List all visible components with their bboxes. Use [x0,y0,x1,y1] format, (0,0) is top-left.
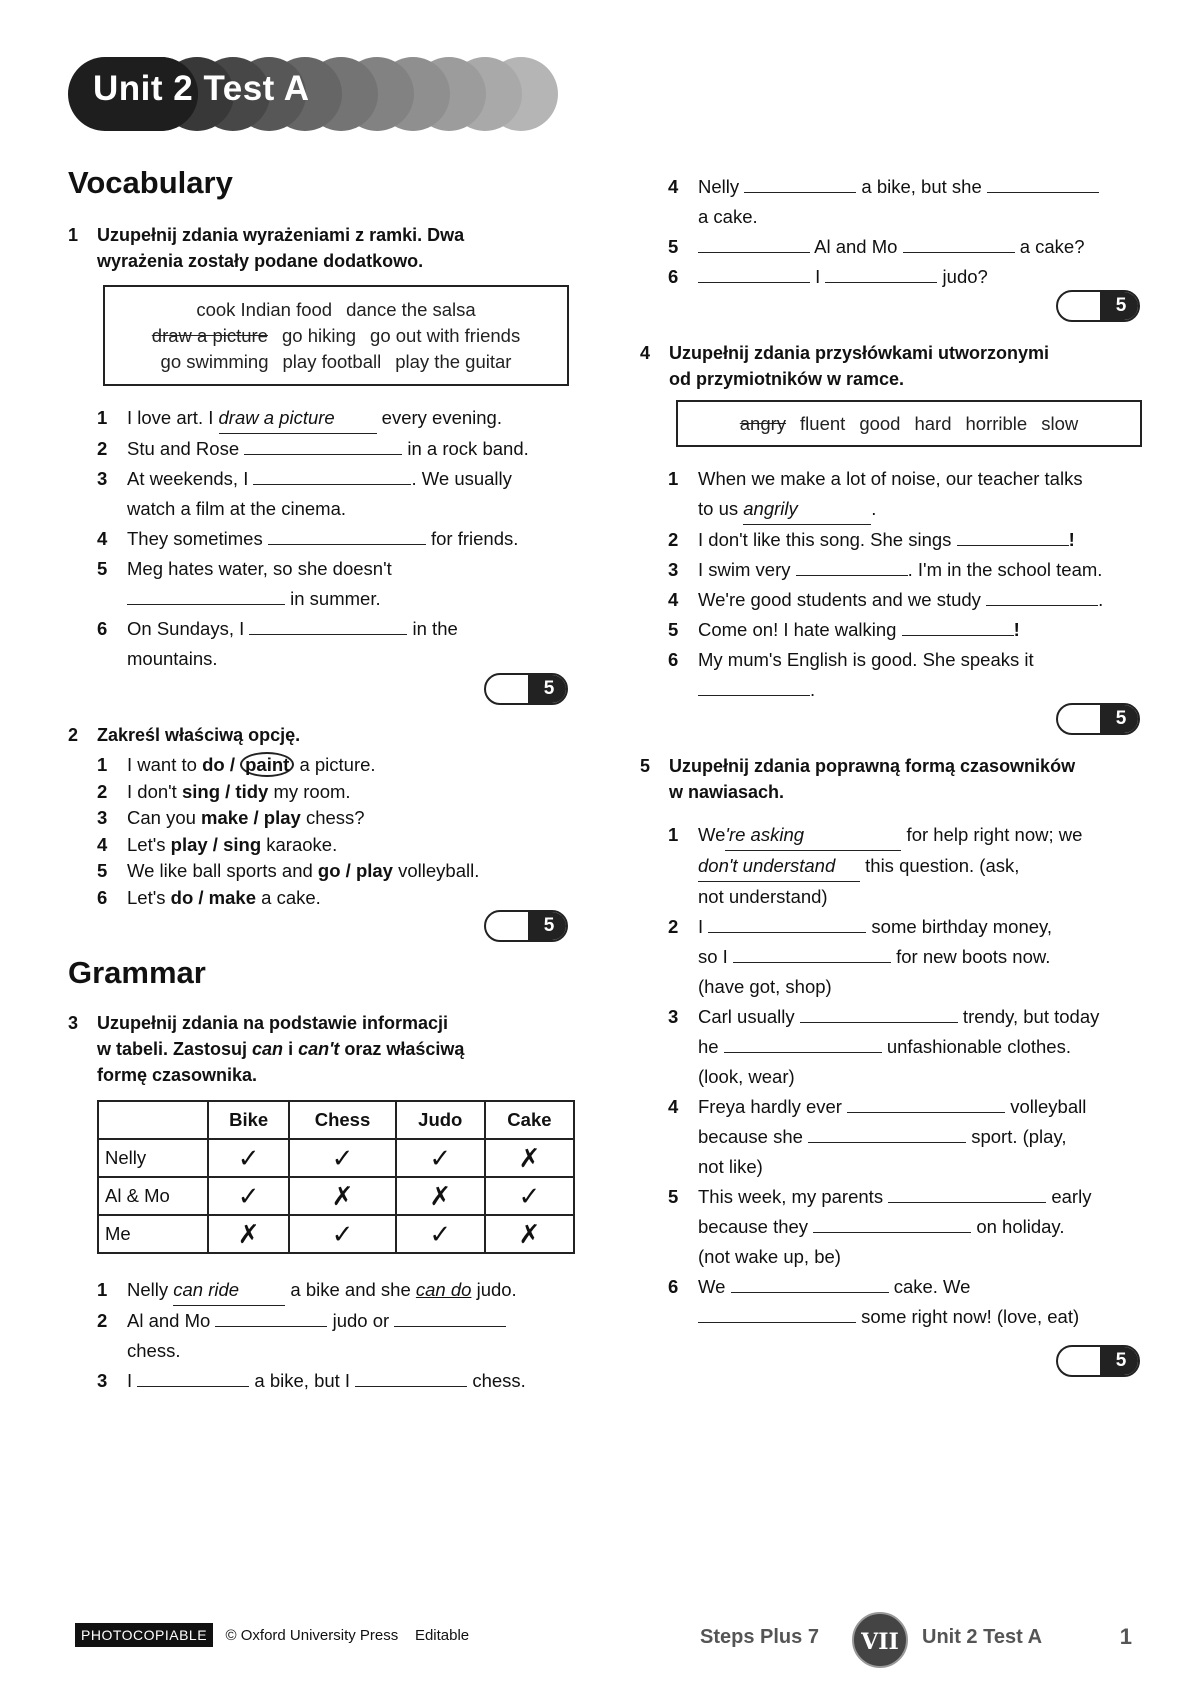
score-box: 5 [1056,703,1140,735]
answer-gap[interactable] [987,172,1099,193]
table-row: Nelly ✓ ✓ ✓ ✗ [98,1139,574,1177]
list-item: 3 I swim very . I'm in the school team. [668,555,1158,585]
table-row: Al & Mo ✓ ✗ ✗ ✓ [98,1177,574,1215]
answer-gap[interactable] [800,1002,958,1023]
page-title: Unit 2 Test A [93,69,310,108]
list-item: 5 Come on! I hate walking ! [668,615,1158,645]
list-item: 6 I judo? [668,262,1148,292]
answer-gap[interactable] [253,464,411,485]
list-item: 2 Al and Mo judo or chess. [97,1306,577,1366]
list-item: 6 We cake. We some right now! (love, eat) [668,1272,1168,1332]
list-item: 1 When we make a lot of noise, our teacher talks to us angrily . [668,464,1158,525]
vocabulary-heading: Vocabulary [68,165,233,200]
level-badge-icon: VII [852,1612,908,1668]
task-1-items [97,403,577,674]
list-item: 5 Meg hates water, so she doesn't in summer. [97,558,392,609]
list-item: 1 I want to do / paint a picture. [97,754,376,775]
answer-gap[interactable] [355,1366,467,1387]
book-title: Steps Plus 7 [700,1626,819,1648]
ability-table: Bike Chess Judo Cake Nelly ✓ ✓ ✓ ✗ Al & Mo ✓ ✗ ✗ ✓ Me ✗ ✓ ✓ ✗ [97,1100,575,1254]
score-box: 5 [1056,290,1140,322]
task-3-items-left [97,1275,577,1396]
answer-gap[interactable] [888,1182,1046,1203]
list-item: 2 Stu and Rose in a rock band. [97,434,577,464]
footer-left [75,1623,469,1647]
list-item: 4 Let's play / sing karaoke. [97,833,338,855]
answer-gap[interactable] [731,1272,889,1293]
list-item: 1 I love art. I draw a picture every evening. [97,403,577,434]
list-item: 4 Nelly a bike, but she a cake. [668,172,1148,232]
list-item: 5 We like ball sports and go / play volleyball. [97,860,480,881]
answer-gap[interactable] [813,1212,971,1233]
answer-gap[interactable] [708,912,866,933]
answer-gap[interactable] [796,555,908,576]
list-item: 1 We're asking for help right now; we don't understand this question. (ask, not understand) [668,820,1168,912]
answer-gap[interactable] [215,1306,327,1327]
answer-gap[interactable] [394,1306,506,1327]
answer-gap[interactable] [808,1122,966,1143]
list-item: 3 Carl usually trendy, but today he unfashionable clothes. (look, wear) [668,1002,1168,1092]
list-item: 6 On Sundays, I in the mountains. [97,614,577,674]
photocopiable-tag: PHOTOCOPIABLE [75,1623,213,1647]
list-item: 3 I a bike, but I chess. [97,1366,577,1396]
list-item: 3 Can you make / play chess? [97,807,365,828]
list-item: 4 They sometimes for friends. [97,524,577,554]
page-number: 1 [1119,1624,1132,1649]
answer-gap[interactable] [127,584,285,605]
answer-gap[interactable] [698,232,810,253]
answer-gap[interactable] [733,942,891,963]
task-2-items [97,752,577,911]
score-box: 5 [484,910,568,942]
answer-gap[interactable] [847,1092,1005,1113]
list-item: 3 At weekends, I . We usually watch a film at the cinema. [97,464,577,524]
answer-gap[interactable] [249,614,407,635]
answer-gap[interactable] [825,262,937,283]
answer-gap[interactable] [986,585,1098,606]
task-3-items-right [668,172,1148,292]
answer-gap[interactable] [957,525,1069,546]
list-item: 4 Freya hardly ever volleyball because she sport. (play, not like) [668,1092,1168,1182]
list-item: 5 This week, my parents early because they on holiday. (not wake up, be) [668,1182,1168,1272]
answer-gap[interactable] [698,1302,856,1323]
footer-unit: Unit 2 Test A [922,1626,1043,1648]
copyright-text: © Oxford University Press Editable [225,1627,470,1645]
task-5-items [668,820,1168,1332]
footer-right [700,1612,1140,1662]
list-item: 1 Nelly can ride a bike and she can do judo. [97,1275,577,1306]
title-banner [68,57,558,131]
table-row: Me ✗ ✓ ✓ ✗ [98,1215,574,1253]
task-4-items [668,464,1158,705]
list-item: 5 Al and Mo a cake? [668,232,1148,262]
list-item: 6 My mum's English is good. She speaks it . [668,649,1034,700]
list-item: 6 Let's do / make a cake. [97,886,321,908]
task-1-word-box: cook Indian food dance the salsa draw a picture go hiking go out with friends go swimming play football play the guitar [103,285,569,386]
grammar-heading: Grammar [68,955,206,990]
task-4-word-box: angry fluent good hard horrible slow [676,400,1142,447]
answer-gap[interactable] [137,1366,249,1387]
answer-gap[interactable] [903,232,1015,253]
list-item: 4 We're good students and we study . [668,585,1158,615]
answer-gap[interactable] [744,172,856,193]
answer-gap[interactable] [268,524,426,545]
answer-gap[interactable] [698,675,810,696]
test-page: Unit 2 Test A Vocabulary 1 Uzupełnij zdania wyrażeniami z ramki. Dwa wyrażenia zostały podane dodatkowo. cook Indian food dance the salsa draw a picture go hiking go out with friends go swimming play football play the guitar 1 I love art. I draw a picture every evening. 2 Stu and Rose in a rock band. 3 At weekends, I . We usually watch a film at the cinema. 4 They sometimes for friends. 5 Meg hates water, so she doesn't in summer. 6 On Sundays, I in the mountains. 5 2 Zakreśl właściwą opcję. 1 I want to do / paint a picture. 2 I don't sing / tidy my room. 3 Can you make / play chess? 4 Let's play / sing karaoke. 5 We like ball sports and go / play volleyball. 6 Let's do / make a cake. 5 Grammar 3 Uzupełnij zdania na podstawie informacji w tabeli. Zastosuj can i can't oraz właściwą formę czasownika. Bike Chess Judo Cake Nelly ✓ ✓ ✓ ✗ Al & Mo ✓ ✗ ✗ ✓ Me ✗ ✓ ✓ ✗ 1 Nelly can ride a bike and she can do judo. 2 Al and Mo judo or chess. 3 I a bike, but I chess. 4 Nelly a bike, but she a cake. 5 Al and Mo a cake? 6 I judo? 5 4 Uzupełnij zdania przysłówkami utworzonymi od przymiotników w ramce. angry fluent good hard horrible slow 1 When we make a lot of noise, our teacher talks to us angrily . 2 I don't like this song. She sings ! 3 I swim very . I'm in the school team. 4 We're good students and we study . 5 Come on! I hate walking ! 6 My mum's English is good. She speaks it . 5 5 Uzupełnij zdania poprawną formą czasowników w nawiasach. 1 We're asking for help right now; we don't understand this question. (ask, not understand) 2 I some birthday money, so I for new boots now. (have got, shop) 3 Carl usually trendy, but today he unfashionable clothes. (look, wear) 4 Freya hardly ever volleyball because she sport. (play, not like) 5 This week, my parents early because they on holiday. (not wake up, be) 6 We cake. We some right now! (love, eat) 5 PHOTOCOPIABLE © Oxford University Press Editable Steps Plus 7 VII Unit 2 Test A 1 [0,0,1200,1698]
list-item: 2 I don't sing / tidy my room. [97,780,351,802]
answer-gap[interactable] [244,434,402,455]
list-item: 2 I some birthday money, so I for new boots now. (have got, shop) [668,912,1168,1002]
answer-gap[interactable] [698,262,810,283]
answer-gap[interactable] [724,1032,882,1053]
score-box: 5 [1056,1345,1140,1377]
score-box: 5 [484,673,568,705]
answer-gap[interactable] [902,615,1014,636]
list-item: 2 I don't like this song. She sings ! [668,525,1158,555]
